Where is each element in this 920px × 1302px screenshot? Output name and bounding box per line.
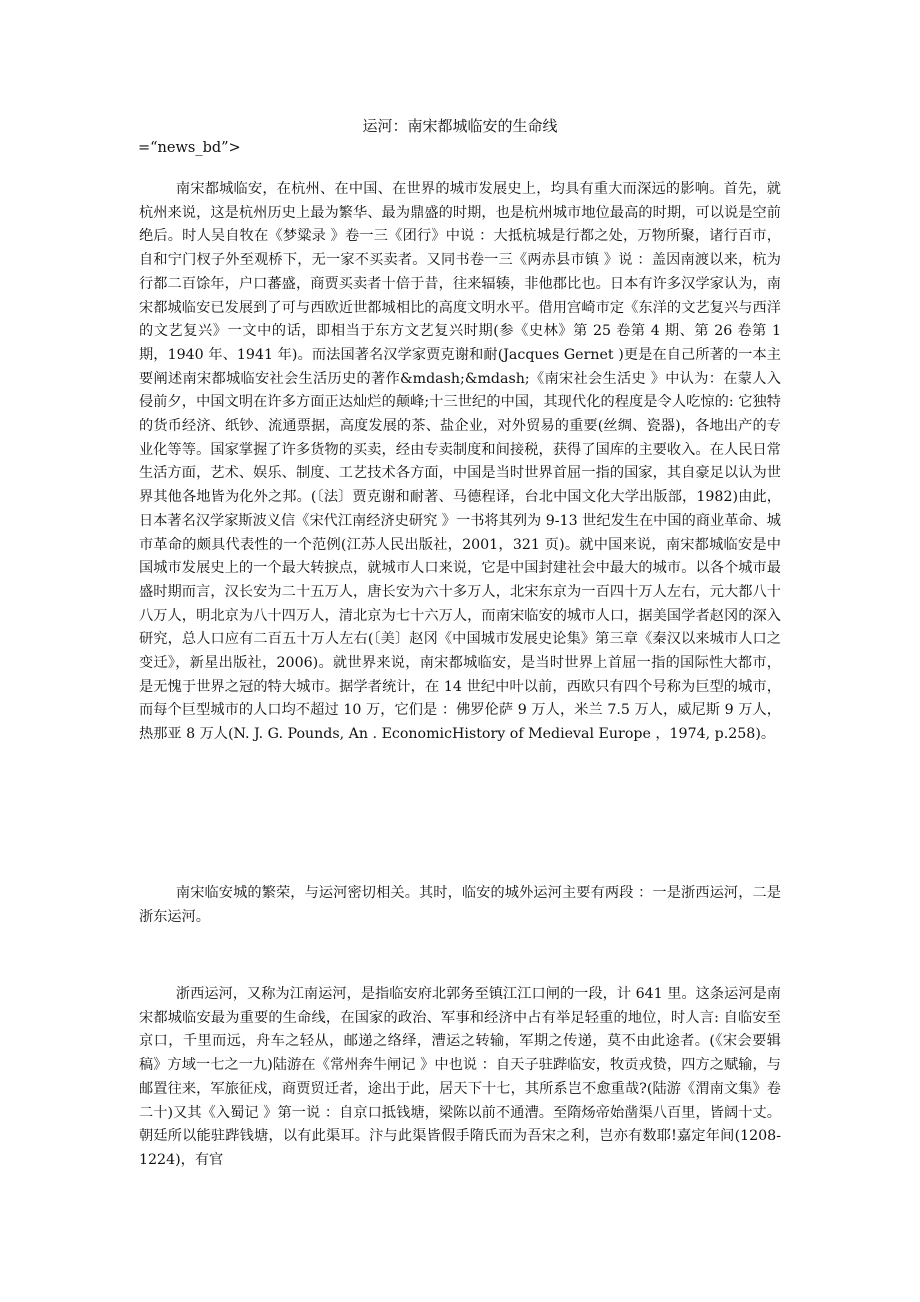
body-paragraph: 南宋临安城的繁荣，与运河密切相关。其时，临安的城外运河主要有两段 ：一是浙西运河，二是浙东运河。 xyxy=(139,885,781,925)
body-paragraph: 南宋都城临安，在杭州、在中国、在世界的城市发展史上，均具有重大而深远的影响。首先，就杭州来说，这是杭州历史上最为繁华、最为鼎盛的时期，也是杭州城市地位最高的时期，可以说是空前绝后。时人吴自牧在《梦粱录 》卷一三《团行》中说 ：大抵杭城是行都之处，万物所聚，诸行百市，自和宁门杈子外至观桥下，无一家不买卖者。又同书卷一三《两赤县市镇 》说 ：盖因南渡以来，杭为行都二百馀年，户口蕃盛，商贾买卖者十倍于昔，往来辐辏，非他郡比也。日本有许多汉学家认为，南宋都城临安已发展到了可与西欧近世都城相比的高度文明水平。借用宫崎市定《东洋的文艺复兴与西洋的文艺复兴》一文中的话，即相当于东方文艺复兴时期(参《史林》第 25 卷第 4 期、第 26 卷第 1 期，1940 年、1941 年)。而法国著名汉学家贾克谢和耐(Jacques Gernet )更是在自己所著的一本主要阐述南宋都城临安社会生活历史的著作&mdash;&mdash;《南宋社会生活史 》中认为：在蒙人入侵前夕，中国文明在许多方面正达灿烂的颠峰;十三世纪的中国，其现代化的程度是令人吃惊的: 它独特的货币经济、纸钞、流通票据，高度发展的茶、盐企业，对外贸易的重要(丝绸、瓷器)，各地出产的专业化等等。国家掌握了许多货物的买卖，经由专卖制度和间接税，获得了国库的主要收入。在人民日常生活方面，艺术、娱乐、制度、工艺技术各方面，中国是当时世界首屈一指的国家，其自豪足以认为世界其他各地皆为化外之邦。(〔法〕贾克谢和耐著、马德程译，台北中国文化大学出版部，1982)由此，日本著名汉学家斯波义信《宋代江南经济史研究 》一书将其列为 9-13 世纪发生在中国的商业革命、城市革命的颇具代表性的一个范例(江苏人民出版社，2001，321 页)。就中国来说，南宋都城临安是中国城市发展史上的一个最大转捩点，就城市人口来说，它是中国封建社会中最大的城市。以各个城市最盛时期而言，汉长安为二十五万人，唐长安为六十多万人，北宋东京为一百四十万人左右，元大都八十八万人，明北京为八十四万人，清北京为七十六万人，而南宋临安的城市人口，据美国学者赵冈的深入研究，总人口应有二百五十万人左右(〔美〕赵冈《中国城市发展史论集》第三章《秦汉以来城市人口之变迁》，新星出版社，2006)。就世界来说，南宋都城临安，是当时世界上首屈一指的国际性大都市，是无愧于世界之冠的特大城市。据学者统计，在 14 世纪中叶以前，西欧只有四个号称为巨型的城市，而每个巨型城市的人口均不超过 10 万，它们是 ：佛罗伦萨 9 万人，米兰 7.5 万人，威尼斯 9 万人，热那亚 8 万人(N. J. G. Pounds, An . EconomicHistory of Medieval Europe ，1974, p.258)。 xyxy=(139,181,781,743)
markup-artifact-text: =“news_bd”> xyxy=(138,140,241,156)
document-title: 运河：南宋都城临安的生命线 xyxy=(362,117,558,135)
body-paragraph: 浙西运河，又称为江南运河，是指临安府北郭务至镇江江口闸的一段，计 641 里。这条运河是南宋都城临安最为重要的生命线，在国家的政治、军事和经济中占有举足轻重的地位，时人言: 自临安至京口，千里而远，舟车之轻从，邮递之络绎，漕运之转输，军期之传递，莫不由此途者。(《宋会要辑稿》方域一七之一九)陆游在《常州奔牛闸记 》中也说 ：自天子驻跸临安，牧贡戎贽，四方之赋输，与邮置往来，军旅征戍，商贾贸迁者，途出于此，居天下十七，其所系岂不愈重哉?(陆游《渭南文集》卷二十)又其《入蜀记 》第一说 ：自京口抵钱塘，梁陈以前不通漕。至隋炀帝始凿渠八百里，皆阔十丈。朝廷所以能驻跸钱塘，以有此渠耳。汴与此渠皆假手隋氏而为吾宋之利，岂亦有数耶!嘉定年间(1208-1224)，有官 xyxy=(139,986,781,1168)
